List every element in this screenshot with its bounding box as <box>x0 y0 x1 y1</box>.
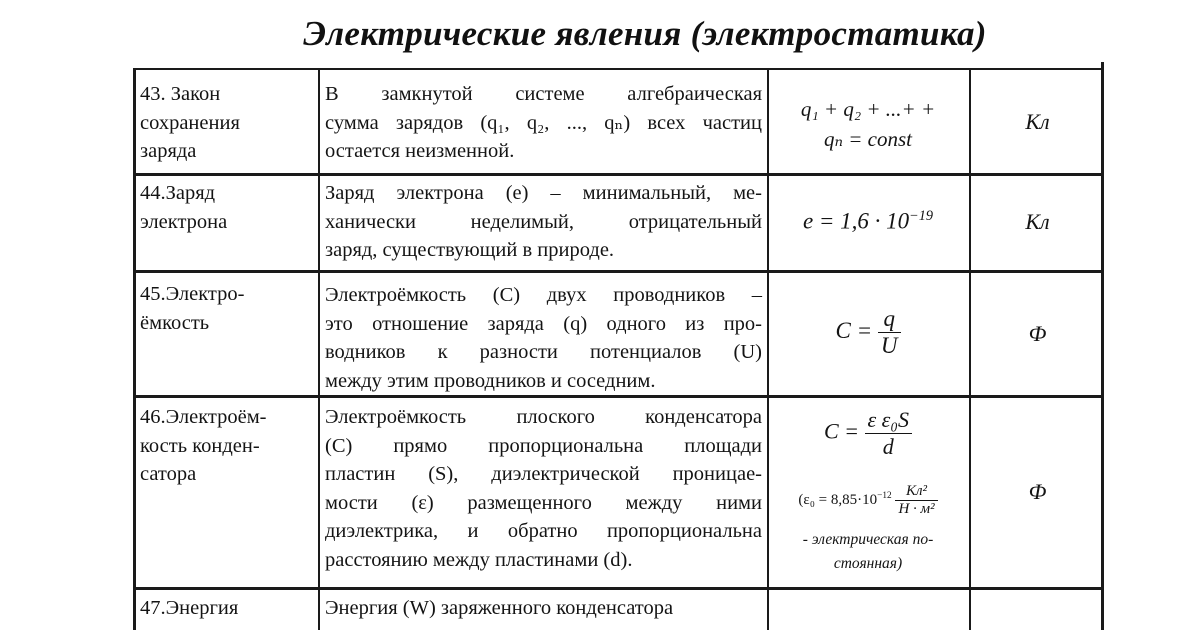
table-border-right <box>1101 62 1104 630</box>
table-row-45-term: 45.Электро- ёмкость <box>140 283 245 334</box>
table-row-44-unit: Кл <box>1025 209 1050 234</box>
row-divider-1 <box>133 173 1103 176</box>
table-row-45-unit: Ф <box>1028 321 1047 346</box>
table-row-47-description: Энергия (W) заряженного конденсатора <box>325 597 674 619</box>
table-row-43-term: 43. Закон сохранения заряда <box>140 83 240 162</box>
table-row-43-formula: q₁ + q₂ + ...+ + qₙ = const <box>800 97 936 151</box>
column-divider-1 <box>318 68 320 630</box>
column-divider-3 <box>969 68 971 630</box>
table-border-left <box>133 68 136 630</box>
row-divider-4 <box>133 587 1103 590</box>
table-row-44-term: 44.Заряд электрона <box>140 182 228 233</box>
table-row-46-formula: C = $\frac{\text{ε ε₀S}}{d}$ <box>772 407 964 460</box>
table-row-46-constant-note: - электрическая по- стоянная) <box>802 531 934 572</box>
row-divider-3 <box>133 395 1103 398</box>
table-row-46-term: 46.Электроём- кость конден- сатора <box>140 406 267 485</box>
table-row-44-description: Заряд электрона (е) – минимальный, ме- ханически неделимый, отрицательный заряд, существующий в природе. <box>325 182 762 261</box>
table-row-43-description: В замкнутой системе алгебраическая сумма зарядов (q₁, q₂, ..., qₙ) всех частиц остается неизменной. <box>325 83 762 162</box>
column-divider-2 <box>767 68 769 630</box>
table-row-45-description: Электроёмкость (С) двух проводников – это отношение заряда (q) одного из про- водников к разности потенциалов (U) между этим проводников и соседним. <box>325 284 762 392</box>
table-row-43-unit: Кл <box>1025 109 1050 134</box>
page-title: Электрические явления (электростатика) <box>303 14 987 53</box>
table-border-top <box>133 68 1103 70</box>
table-row-46-constant: ($\varepsilon_0 = 8,85\cdot 10^{-12}$ $\frac{\text{Кл²}}{\text{Н · м²}}$ <box>772 483 964 518</box>
table-row-47-term: 47.Энергия <box>140 597 239 619</box>
table-row-46-description: Электроёмкость плоского конденсатора (С) прямо пропорциональна площади пластин (S), диэлектрической проницае- мости (ε) размещенного между ними диэлектрика, и обратно пропорциональна расстоянию между пластинами (d). <box>325 406 762 571</box>
row-divider-2 <box>133 270 1103 273</box>
table-row-46-unit: Ф <box>1028 479 1047 504</box>
table-row-44-formula: $e = 1,6 \cdot 10^{-19}$ <box>802 208 934 234</box>
table-row-45-formula: C = $\frac{q}{U}$ <box>772 306 964 359</box>
